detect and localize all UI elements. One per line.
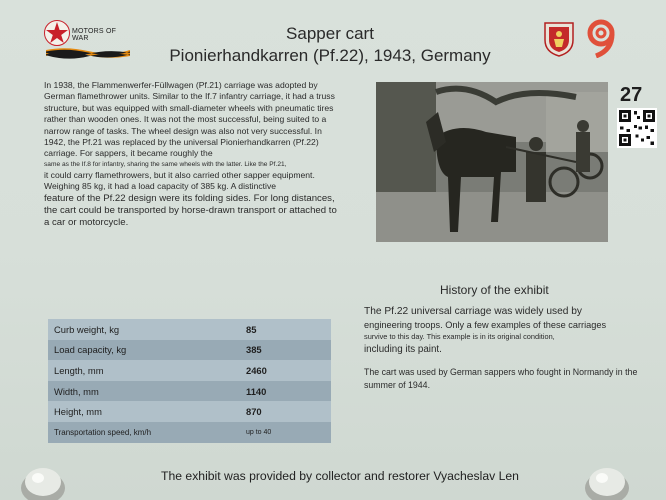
spec-value: 85 <box>240 319 331 340</box>
history-text <box>364 306 654 392</box>
intro-paragraph-3: it could carry flamethrowers, but it also carried other sapper equipment. Weighing 85 kg, it had a load capacity of 385 kg. A distinctive <box>44 169 315 192</box>
red-star-icon <box>44 20 70 46</box>
history-heading: History of the exhibit <box>440 283 549 297</box>
historical-photo <box>376 82 608 242</box>
exhibit-title <box>150 24 510 68</box>
title-line-1: Sapper cart <box>286 24 374 43</box>
specs-table <box>48 319 331 443</box>
qr-code-icon[interactable] <box>617 108 657 148</box>
history-line-1: The Pf.22 universal carriage was widely used by <box>364 306 583 317</box>
table-row <box>48 401 331 422</box>
spec-label: Length, mm <box>48 360 240 381</box>
spec-value: 385 <box>240 340 331 361</box>
spec-label: Load capacity, kg <box>48 340 240 361</box>
history-line-4: including its paint. <box>364 343 442 355</box>
intro-paragraph-2: same as the If.8 for infantry, sharing the same wheels with the latter. Like the Pf.21, <box>44 160 287 168</box>
intro-paragraph-4: feature of the Pf.22 design were its folding sides. For long distances, the cart could be transported by horse-drawn transport or attached to a car or motorcycle. <box>44 192 337 229</box>
spec-value: 2460 <box>240 360 331 381</box>
table-row <box>48 340 331 361</box>
table-row <box>48 381 331 402</box>
spec-value: up to 40 <box>240 422 331 443</box>
footer-credit: The exhibit was provided by collector and restorer Vyacheslav Len <box>161 469 519 483</box>
spec-label: Curb weight, kg <box>48 319 240 340</box>
right-mount-knob <box>582 458 632 500</box>
spec-value: 1140 <box>240 381 331 402</box>
left-mount-knob <box>18 458 68 500</box>
motors-of-war-logo <box>44 20 134 66</box>
spec-label: Transportation speed, km/h <box>48 422 240 443</box>
history-paragraph-2: The cart was used by German sappers who fought in Normandy in the summer of 1944. <box>364 367 638 390</box>
table-row <box>48 422 331 443</box>
table-row <box>48 319 331 340</box>
history-line-2: engineering troops. Only a few examples of these carriages <box>364 319 607 330</box>
table-row <box>48 360 331 381</box>
history-line-3: survive to this day. This example is in its original condition, <box>364 332 555 342</box>
intro-text <box>44 80 344 230</box>
st-george-ribbon-icon <box>46 46 130 60</box>
intro-paragraph-1: In 1938, the Flammenwerfer-Füllwagen (Pf.21) carriage was adopted by German flamethrower units. Similar to the If.7 infantry carriage, it had a truss structure, but was equipped with small-diameter wheels with pneumatic tires rather than wooden ones. It was not the most successful, being suited to a narrow range of tasks. The wheel design was also not very successful. In 1942, the Pf.21 was replaced by the universal Pionierhandkarren (Pf.22) carriage. For sappers, it became roughly the <box>44 80 335 159</box>
logo-brand-text: MOTORS OF WAR <box>72 28 117 42</box>
title-line-2: Pionierhandkarren (Pf.22), 1943, Germany <box>169 46 491 65</box>
spec-value: 870 <box>240 401 331 422</box>
exhibit-number: 27 <box>620 84 643 106</box>
spec-label: Width, mm <box>48 381 240 402</box>
museum-nine-logo-icon <box>584 18 622 58</box>
spec-label: Height, mm <box>48 401 240 422</box>
coat-of-arms-icon <box>542 20 576 58</box>
